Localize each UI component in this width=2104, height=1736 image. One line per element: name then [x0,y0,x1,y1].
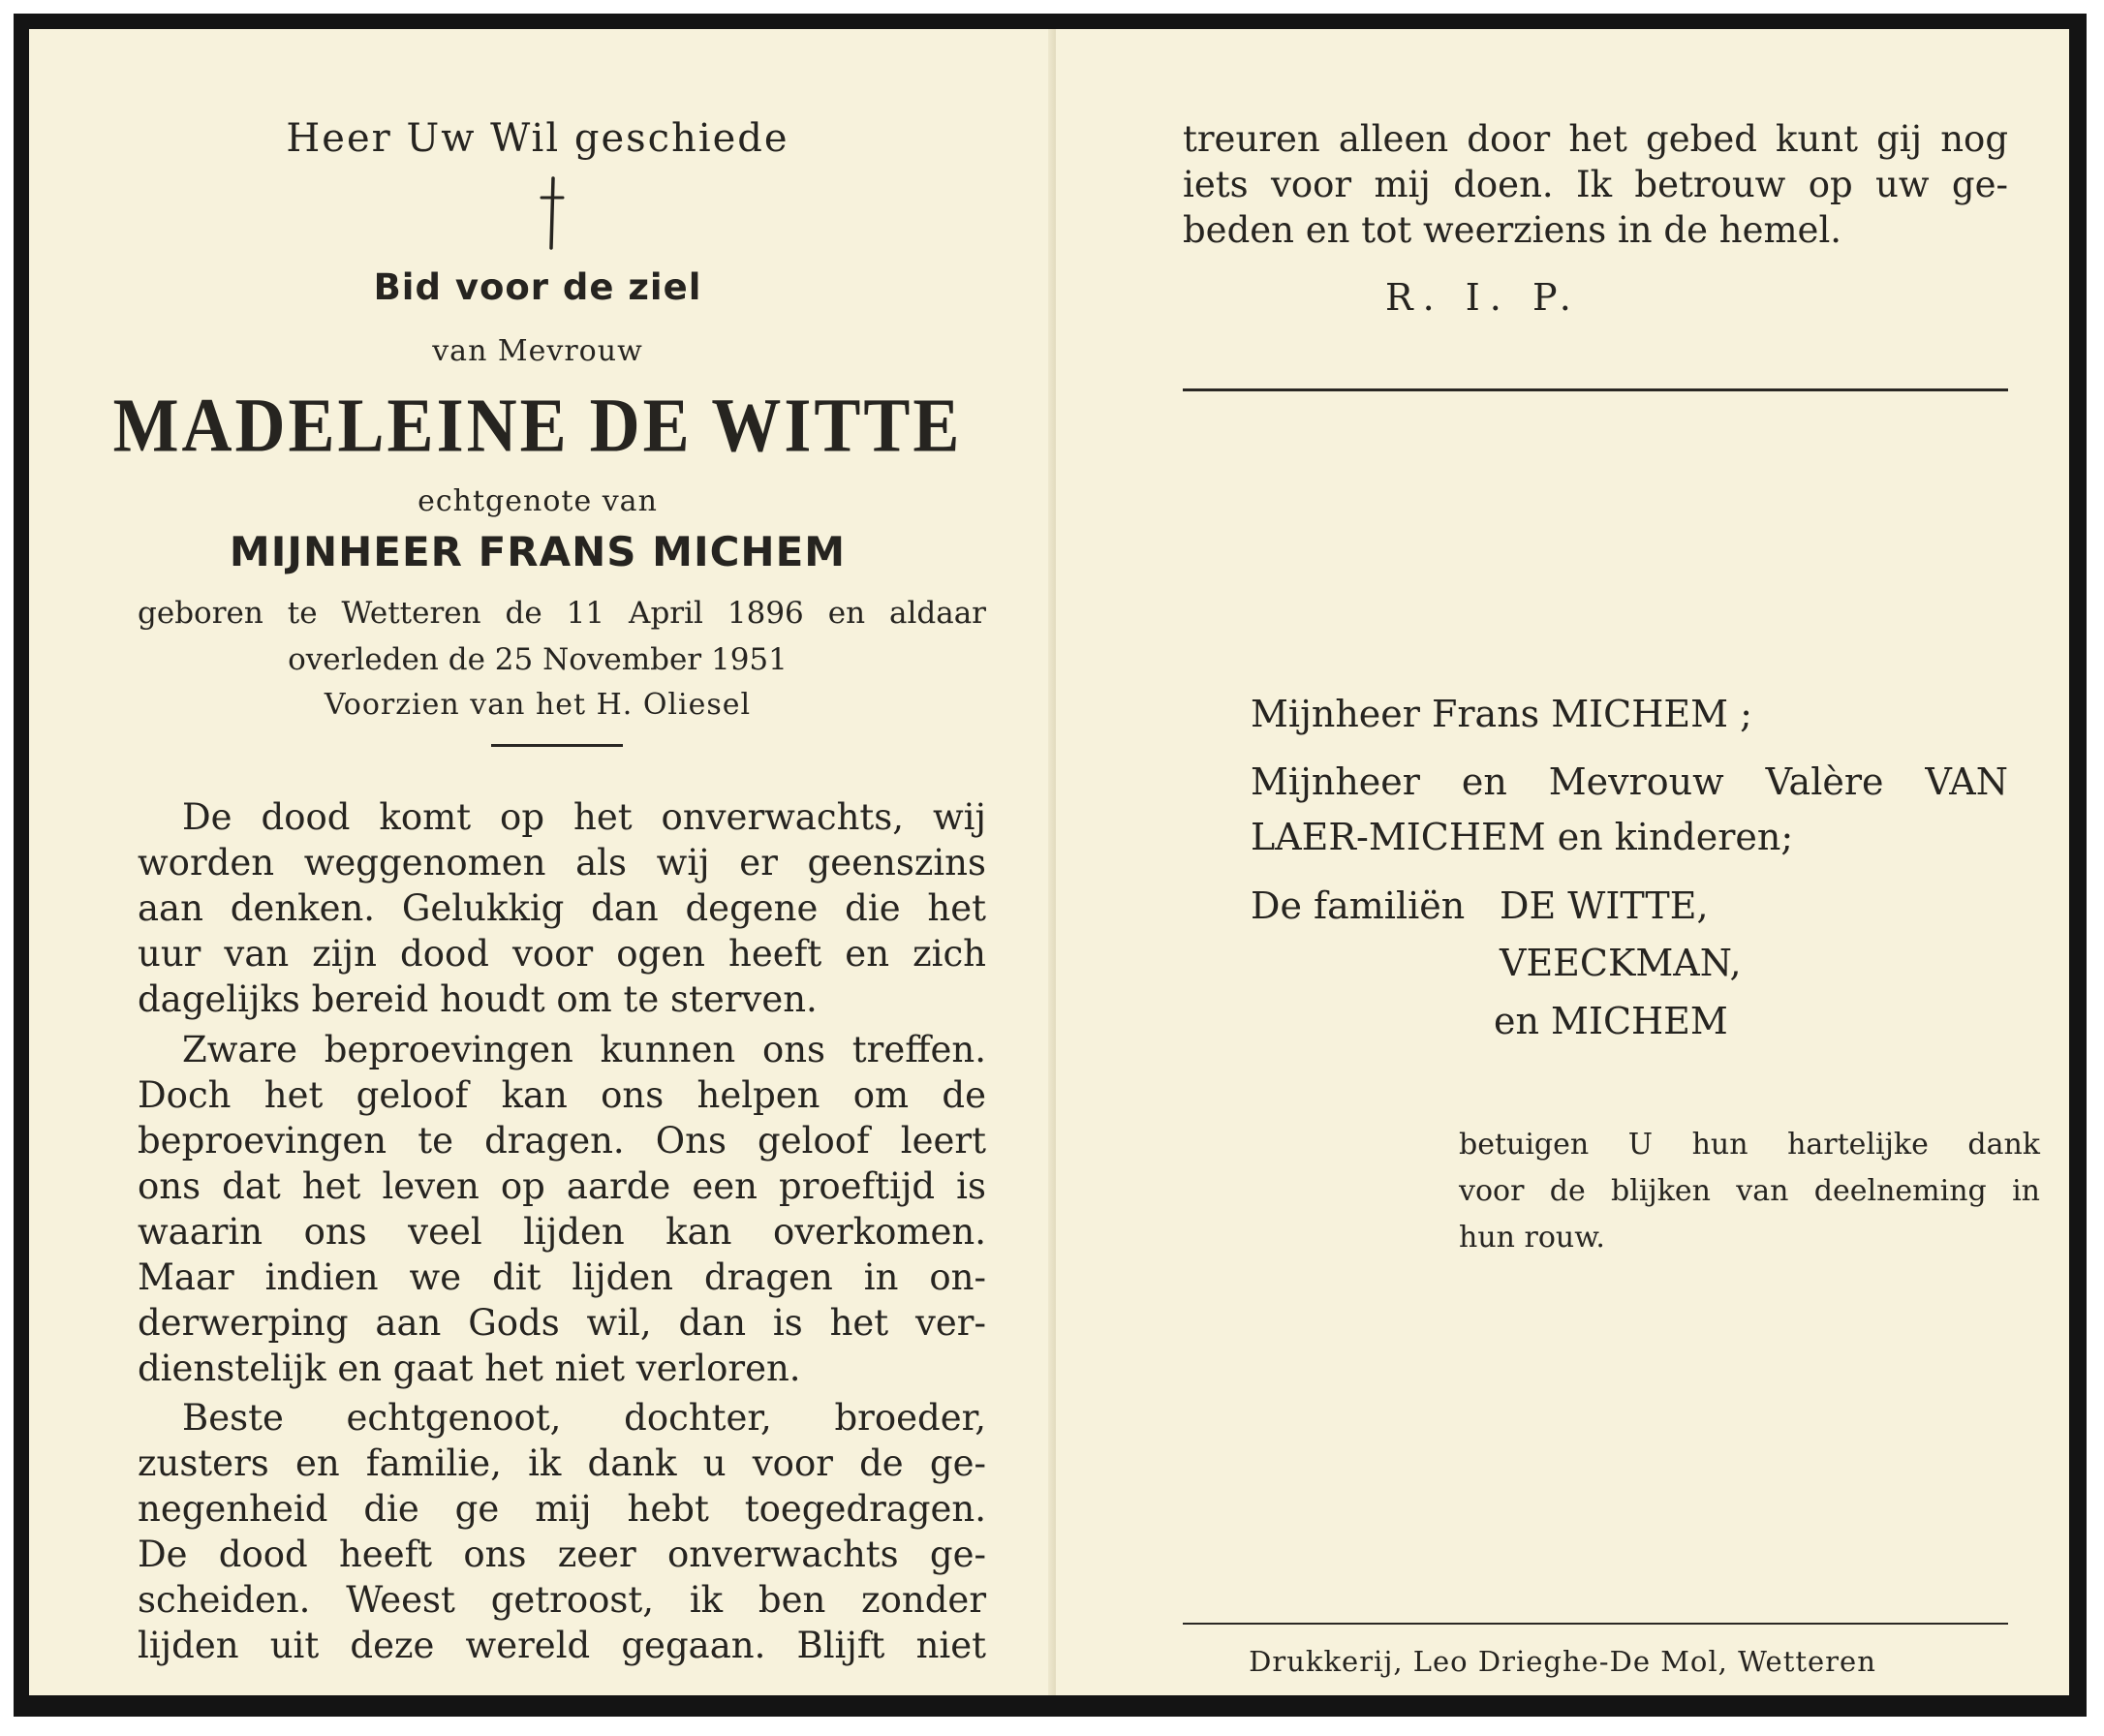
text-line: worden weggenomen als wij er geenszins [138,842,986,884]
text-line: hun rouw. [1459,1221,1605,1255]
text-line: waarin ons veel lijden kan overkomen. [138,1211,986,1253]
deceased-name: MADELEINE DE WITTE [112,382,963,468]
paragraph-1 [138,794,986,1022]
rip: R. I. P. [1385,276,1581,319]
left-page [29,29,1052,1695]
text-line: dagelijks bereid houdt om te sterven. [138,978,818,1020]
family-name-1: DE WITTE, [1500,884,1709,927]
text-line: lijden uit deze wereld gegaan. Blijft niet [138,1625,986,1666]
text-line: betuigen U hun hartelijke dank [1459,1128,2040,1162]
birth-line: geboren te Wetteren de 11 April 1896 en aldaar [138,596,986,631]
salutation: van Mevrouw [432,334,643,368]
family-name-3: en MICHEM [1494,1000,1728,1042]
text-line: negenheid die ge mij hebt toegedragen. [138,1488,986,1530]
paragraph-2 [138,1027,986,1391]
text-line: iets voor mij doen. Ik betrouw op uw ge- [1183,164,2008,205]
text-line: ons dat het leven op aarde een proeftijd is [138,1165,986,1207]
text-line: voor de blijken van deelneming in [1459,1174,2040,1208]
family-name-2: VEECKMAN, [1500,942,1742,984]
text-line: Doch het geloof kan ons helpen om de [138,1074,986,1116]
family-line-3: LAER-MICHEM en kinderen; [1251,816,1794,858]
spouse-label: echtgenote van [418,484,658,518]
paragraph-3 [138,1395,986,1668]
text-line: scheiden. Weest getroost, ik ben zonder [138,1579,986,1621]
family-line-2: Mijnheer en Mevrouw Valère VAN [1251,760,2008,803]
printer-credit: Drukkerij, Leo Drieghe-De Mol, Wetteren [1249,1645,1876,1678]
text-line: beden en tot weerziens in de hemel. [1183,209,1842,251]
text-line: beproevingen te dragen. Ons geloof leert [138,1120,986,1162]
text-line: zusters en familie, ik dank u voor de ge- [138,1442,986,1484]
text-line: dienstelijk en gaat het niet verloren. [138,1348,801,1389]
spouse-name: MIJNHEER FRANS MICHEM [229,528,847,575]
text-line: treuren alleen door het gebed kunt gij nog [1183,118,2008,160]
text-line: De dood heeft ons zeer onverwachts ge- [138,1534,986,1575]
death-line: overleden de 25 November 1951 [288,642,788,677]
thanks-text [1459,1122,2040,1261]
text-line: uur van zijn dood voor ogen heeft en zich [138,933,986,975]
text-line: Zware beproevingen kunnen ons treffen. [182,1029,986,1070]
text-line: Beste echtgenoot, dochter, broeder, [182,1397,986,1439]
family-line-1: Mijnheer Frans MICHEM ; [1251,693,1752,735]
continuation-text [1183,116,2008,253]
text-line: De dood komt op het onverwachts, wij [182,796,986,838]
family-line-4: De familiën [1251,884,1466,927]
text-line: derwerping aan Gods wil, dan is het ver- [138,1302,986,1344]
text-line: aan denken. Gelukkig dan degene die het [138,887,986,929]
divider [1183,388,2008,391]
divider [491,744,623,747]
divider [1183,1623,2008,1625]
prayer-title: Bid voor de ziel [373,266,702,308]
memorial-card [14,14,2087,1717]
sacrament-line: Voorzien van het H. Oliesel [324,688,752,722]
right-page [1056,29,2069,1695]
cross-icon [533,174,572,252]
text-line: Maar indien we dit lijden dragen in on- [138,1256,986,1298]
motto: Heer Uw Wil geschiede [286,116,789,161]
